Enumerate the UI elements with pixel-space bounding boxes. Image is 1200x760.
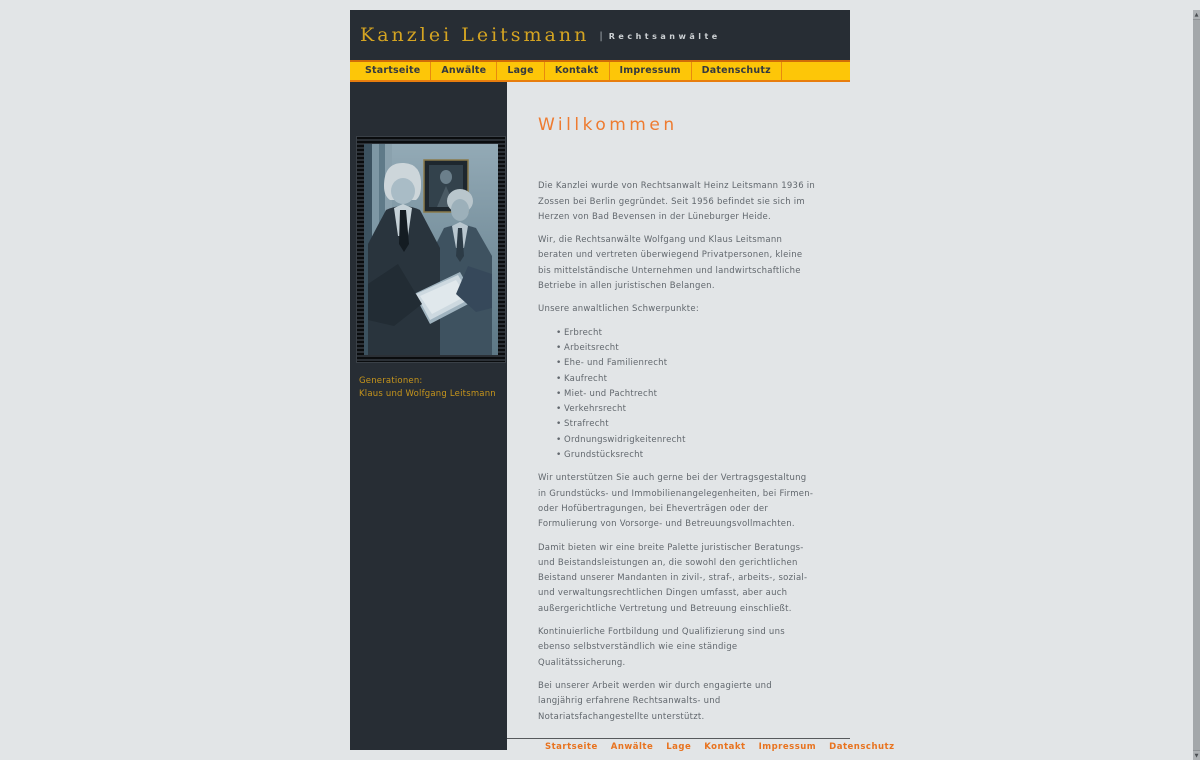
practice-area-item: • Kaufrecht xyxy=(538,372,816,387)
practice-area-item: • Miet- und Pachtrecht xyxy=(538,387,816,402)
scrollbar-down-arrow[interactable]: ▼ xyxy=(1194,752,1199,759)
nav-item-startseite[interactable]: Startseite xyxy=(355,62,431,80)
nav-item-anwaelte[interactable]: Anwälte xyxy=(431,62,497,80)
scrollbar-up-arrow[interactable]: ▲ xyxy=(1194,11,1199,18)
scrollbar[interactable] xyxy=(1193,10,1200,760)
body-row xyxy=(350,82,895,752)
closing-paragraph: Bei unserer Arbeit werden wir durch engagierte und langjährig erfahrene Rechtsanwalts- und Notariatsfachangestellte unterstützt. xyxy=(538,680,772,722)
masthead xyxy=(350,10,850,60)
main-content xyxy=(507,82,850,738)
page-column xyxy=(350,10,895,752)
practice-area-item: • Ehe- und Familienrecht xyxy=(538,356,816,371)
brand-divider: | xyxy=(599,30,603,42)
closing-paragraph: Wir unterstützen Sie auch gerne bei der Vertragsgestaltung in Grundstücks- und Immobilienangelegenheiten, bei Firmen- oder Hofübertragungen, bei Eheverträgen oder der Formulierung von Vorsorge- und Betreuungsvollmachten. xyxy=(538,473,814,530)
sidebar xyxy=(350,82,507,750)
intro-paragraph: Die Kanzlei wurde von Rechtsanwalt Heinz Leitsmann 1936 in Zossen bei Berlin gegründet. Seit 1956 befindet sie sich im Herzen von Bad Bevensen in der Lüneburger Heide. xyxy=(538,181,816,222)
footer-link-anwaelte[interactable]: Anwälte xyxy=(610,742,654,752)
practice-area-item: • Verkehrsrecht xyxy=(538,402,816,417)
nav-item-impressum[interactable]: Impressum xyxy=(610,62,692,80)
scrollbar-thumb[interactable] xyxy=(1193,19,1200,751)
practice-area-item: • Ordnungswidrigkeitenrecht xyxy=(538,433,816,448)
practice-area-item: • Grundstücksrecht xyxy=(538,448,816,463)
practice-area-item: • Arbeitsrecht xyxy=(538,341,816,356)
footer-link-datenschutz[interactable]: Datenschutz xyxy=(829,742,895,752)
practice-area-item: • Strafrecht xyxy=(538,417,816,432)
intro-paragraph: Wir, die Rechtsanwälte Wolfgang und Klaus Leitsmann beraten und vertreten überwiegend Privatpersonen, kleine bis mittelständische Unternehmen und landwirtschaftliche Betriebe in allen juristischen Belangen. xyxy=(538,235,803,292)
footer-link-kontakt[interactable]: Kontakt xyxy=(704,742,746,752)
footer-navigation xyxy=(507,738,895,752)
brand-subtitle: Rechtsanwälte xyxy=(608,32,721,41)
page-title: Willkommen xyxy=(538,115,678,135)
brand-title: Kanzlei Leitsmann xyxy=(360,24,590,46)
main-navigation xyxy=(350,60,850,82)
nav-item-kontakt[interactable]: Kontakt xyxy=(545,62,610,80)
photo-caption xyxy=(359,375,501,401)
footer-link-lage[interactable]: Lage xyxy=(666,742,692,752)
nav-item-datenschutz[interactable]: Datenschutz xyxy=(692,62,782,80)
footer-link-startseite[interactable]: Startseite xyxy=(545,742,598,752)
photo-caption-line2: Klaus und Wolfgang Leitsmann xyxy=(359,389,496,399)
closing-paragraph: Kontinuierliche Fortbildung und Qualifizierung sind uns ebenso selbstverständlich wie eine ständige Qualitätssicherung. xyxy=(538,627,785,668)
content-column xyxy=(507,82,895,752)
footer-link-impressum[interactable]: Impressum xyxy=(758,742,817,752)
practice-area-item: • Erbrecht xyxy=(538,326,816,341)
closing-paragraph: Damit bieten wir eine breite Palette juristischer Beratungs- und Beistandsleistungen an, die sowohl den gerichtlichen Beistand unserer Mandanten in zivil-, straf-, arbeits-, sozial- und verwaltungsrechtlichen Dingen umfasst, aber auch außergerichtliche Vertretung und Betreuung einschließt. xyxy=(538,542,808,614)
practice-areas-list xyxy=(538,326,816,464)
lawyers-photo xyxy=(364,144,498,355)
photo-caption-line1: Generationen: xyxy=(359,376,423,386)
nav-item-lage[interactable]: Lage xyxy=(497,62,545,80)
list-intro: Unsere anwaltlichen Schwerpunkte: xyxy=(538,304,699,315)
photo-frame xyxy=(357,137,505,362)
